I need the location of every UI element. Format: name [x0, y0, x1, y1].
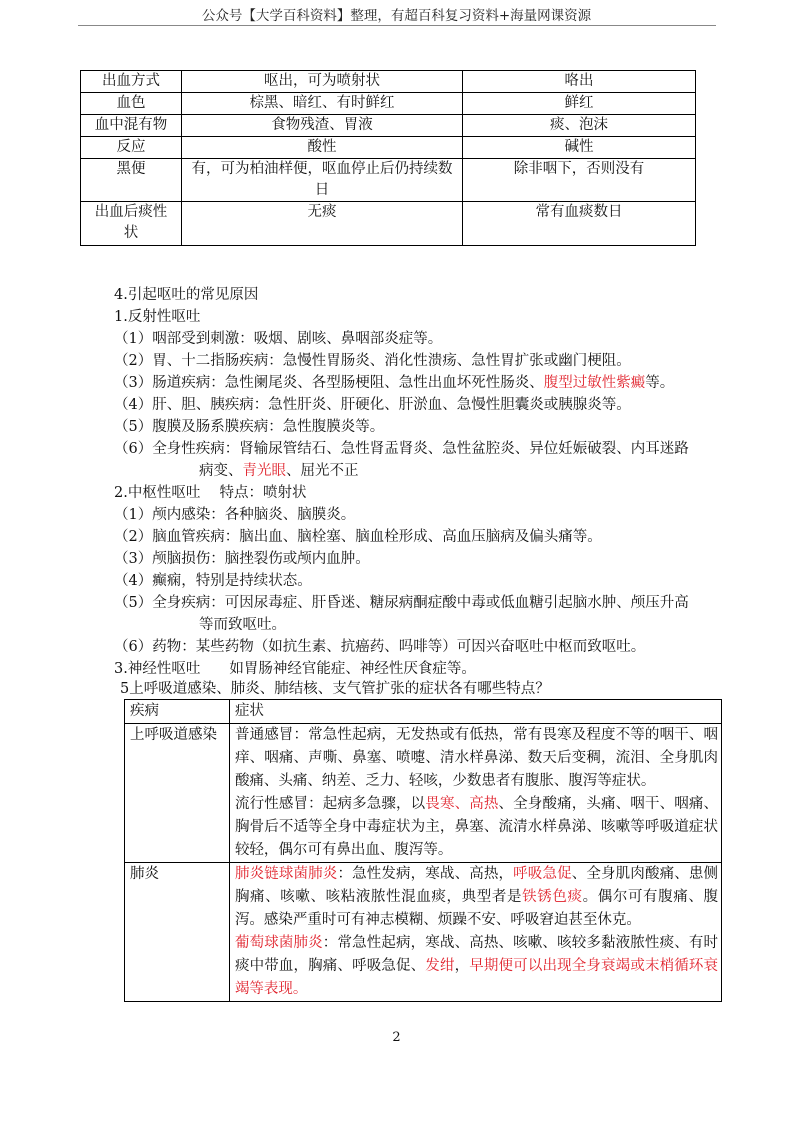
- column-header-symptoms: 症状: [229, 700, 721, 724]
- highlight-text: 青光眼: [242, 463, 286, 479]
- list-item: （5）全身疾病：可因尿毒症、肝昏迷、糖尿病酮症酸中毒或低血糖引起脑水肿、颅压升高: [114, 595, 689, 611]
- list-item: （4）肝、胆、胰疾病：急性肝炎、肝硬化、肝淤血、急慢性胆囊炎或胰腺炎等。: [114, 397, 631, 413]
- hematemesis-cell: 有，可为柏油样便，呕血停止后仍持续数日: [182, 159, 463, 202]
- hematemesis-cell: 酸性: [182, 137, 463, 159]
- row-label: 血中混有物: [81, 115, 182, 137]
- text-run: 。偶尔可有腹痛、腹泻。感染严重时可有神志模糊、烦躁不安、呼吸窘迫甚至休克。: [234, 889, 719, 928]
- table-row: [125, 863, 722, 1002]
- list-item: （1）咽部受到刺激：吸烟、剧咳、鼻咽部炎症等。: [114, 331, 443, 347]
- row-label: 黑便: [81, 159, 182, 202]
- subheading: 3.神经性呕吐 如胃肠神经官能症、神经性厌食症等。: [114, 661, 476, 677]
- text-run: 流行性感冒：起病多急骤，以: [234, 796, 426, 812]
- hematemesis-cell: 食物残渣、胃液: [182, 115, 463, 137]
- highlight-text: 畏寒、高热: [425, 796, 499, 812]
- hemoptysis-cell: 咯出: [463, 71, 696, 93]
- highlight-text: 葡萄球菌肺炎: [234, 935, 323, 951]
- hematemesis-cell: 棕黑、暗红、有时鲜红: [182, 93, 463, 115]
- highlight-text: 肺炎链球菌肺炎: [234, 866, 338, 882]
- symptoms-cell: [229, 724, 721, 863]
- text-run: 、全身肌肉酸痛、患侧胸痛、咳嗽、咳粘液脓性混血痰，典型者是: [234, 866, 719, 905]
- list-item: （4）癫痫，特别是持续状态。: [114, 573, 312, 589]
- hemoptysis-cell: 痰、泡沫: [463, 115, 696, 137]
- table-row: [81, 202, 696, 246]
- list-item: （1）颅内感染：各种脑炎、脑膜炎。: [114, 507, 356, 523]
- hemoptysis-cell: 碱性: [463, 137, 696, 159]
- list-item: （5）腹膜及肠系膜疾病：急性腹膜炎等。: [114, 419, 385, 435]
- row-label: 血色: [81, 93, 182, 115]
- row-label: 出血方式: [81, 71, 182, 93]
- highlight-text: 早期便可以出现全身衰竭或末梢循环衰竭等表现。: [234, 958, 719, 997]
- disease-label: 上呼吸道感染: [125, 724, 230, 863]
- respiratory-symptoms-table: [124, 699, 722, 1002]
- page-number: 2: [392, 1030, 401, 1045]
- symptom-paragraph: [235, 932, 718, 1001]
- vomiting-causes-section: [114, 284, 764, 680]
- text-run: ，: [454, 958, 470, 974]
- hemoptysis-cell: 鲜红: [463, 93, 696, 115]
- subheading: 1.反射性呕吐: [114, 309, 201, 325]
- section-title: 5上呼吸道感染、肺炎、肺结核、支气管扩张的症状各有哪些特点？: [120, 681, 550, 697]
- table-row: [125, 724, 722, 863]
- section-title: 4.引起呕吐的常见原因: [114, 287, 259, 303]
- disease-label: 肺炎: [125, 863, 230, 1002]
- text-run: 病变、: [199, 463, 243, 479]
- table-header-row: [125, 700, 722, 724]
- list-item: （2）胃、十二指肠疾病：急慢性胃肠炎、消化性溃疡、急性胃扩张或幽门梗阻。: [114, 353, 631, 369]
- text-run: 等。: [645, 375, 675, 391]
- list-item: （6）药物：某些药物（如抗生素、抗癌药、吗啡等）可因兴奋呕吐中枢而致呕吐。: [114, 639, 646, 655]
- table-row: [81, 93, 696, 115]
- hematemesis-cell: 呕出，可为喷射状: [182, 71, 463, 93]
- highlight-text: 发绀: [425, 958, 455, 974]
- list-item: （6）全身性疾病：肾输尿管结石、急性肾盂肾炎、急性盆腔炎、异位妊娠破裂、内耳迷路: [114, 441, 689, 457]
- highlight-text: 铁锈色痰: [522, 889, 583, 905]
- list-item-continued: 等而致呕吐。: [199, 617, 286, 633]
- list-item: （3）颅脑损伤：脑挫裂伤或颅内血肿。: [114, 551, 370, 567]
- table-row: [81, 159, 696, 202]
- row-label: 出血后痰性状: [81, 202, 182, 246]
- text-run: （3）肠道疾病：急性阑尾炎、各型肠梗阻、急性出血坏死性肠炎、: [114, 375, 544, 391]
- symptom-paragraph: [235, 863, 718, 932]
- row-label: 反应: [81, 137, 182, 159]
- text-run: ：常急性起病，寒战、高热、咳嗽、咳较多黏液脓性痰、有时痰中带血，胸痛、呼吸急促、: [234, 935, 719, 974]
- hemoptysis-cell: 除非咽下，否则没有: [463, 159, 696, 202]
- page-header: 公众号【大学百科资料】整理，有超百科复习资料+海量网课资源: [201, 8, 592, 24]
- symptoms-cell: [229, 863, 721, 1002]
- table-row: [81, 137, 696, 159]
- table-row: [81, 71, 696, 93]
- symptom-paragraph: 普通感冒：常急性起病，无发热或有低热，常有畏寒及程度不等的咽干、咽痒、咽痛、声嘶、鼻塞、喷嚏、清水样鼻涕、数天后变稠，流泪、全身肌肉酸痛、头痛、纳差、乏力、轻咳，少数患者有腹胀、腹泻等症状。: [234, 727, 718, 789]
- column-header-disease: 疾病: [125, 700, 230, 724]
- text-run: 、全身酸痛，头痛、咽干、咽痛、胸骨后不适等全身中毒症状为主，鼻塞、流清水样鼻涕、咳嗽等呼吸道症状较轻，偶尔可有鼻出血、腹泻等。: [234, 796, 719, 858]
- hemoptysis-cell: 常有血痰数日: [463, 202, 696, 246]
- header-rule: [78, 25, 716, 26]
- symptom-paragraph: [235, 793, 718, 862]
- highlight-text: 呼吸急促: [513, 866, 572, 882]
- list-item-continued: [114, 460, 764, 482]
- subheading: 2.中枢性呕吐 特点：喷射状: [114, 485, 307, 501]
- table-row: [81, 115, 696, 137]
- list-item: （2）脑血管疾病：脑出血、脑栓塞、脑血栓形成、高血压脑病及偏头痛等。: [114, 529, 602, 545]
- list-item: [114, 372, 764, 394]
- highlight-text: 腹型过敏性紫癜: [543, 375, 646, 391]
- hematemesis-cell: 无痰: [182, 202, 463, 246]
- hematemesis-hemoptysis-table: [80, 70, 696, 246]
- text-run: ：急性发病，寒战、高热，: [337, 866, 514, 882]
- text-run: 、屈光不正: [286, 463, 359, 479]
